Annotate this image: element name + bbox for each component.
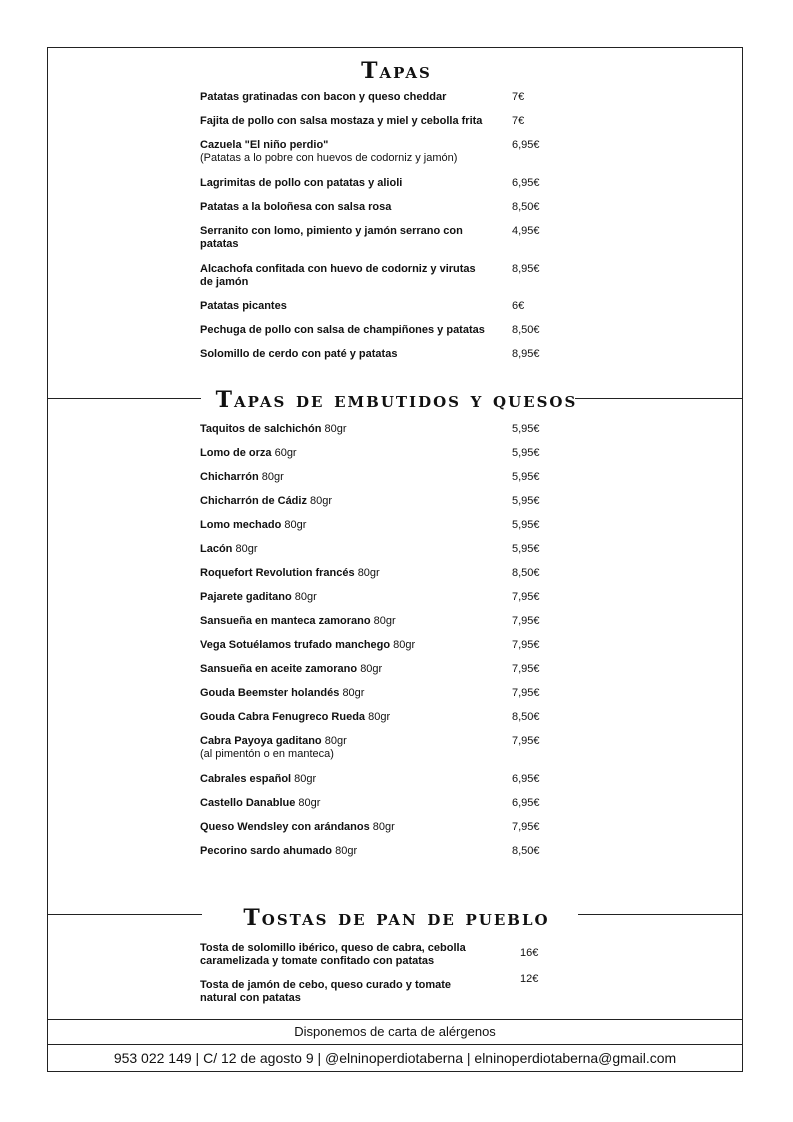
item-name: Serranito con lomo, pimiento y jamón serrano con patatas xyxy=(200,225,463,250)
item-price: 8,50€ xyxy=(512,711,540,723)
item-price: 6,95€ xyxy=(512,773,540,785)
item-name: Patatas a la boloñesa con salsa rosa xyxy=(200,201,392,213)
item-name: Pecorino sardo ahumado xyxy=(200,845,333,857)
item-name: Sansueña en aceite zamorano xyxy=(200,663,358,675)
item-name: Lomo mechado xyxy=(200,519,282,531)
section-title-embutidos: Tapas de embutidos y quesos xyxy=(215,387,578,413)
item-name: Tosta de solomillo ibérico, queso de cabra, cebolla caramelizada y tomate confitado con patatas xyxy=(200,942,466,967)
item-weight: 80gr xyxy=(235,543,258,555)
item-weight: 80gr xyxy=(324,735,347,747)
item-price: 5,95€ xyxy=(512,495,540,507)
item-name: Taquitos de salchichón xyxy=(200,423,322,435)
item-price: 5,95€ xyxy=(512,423,540,435)
item-name: Pechuga de pollo con salsa de champiñones y patatas xyxy=(200,324,485,336)
item-name: Tosta de jamón de cebo, queso curado y tomate natural con patatas xyxy=(200,979,452,1004)
item-weight: 60gr xyxy=(274,447,297,459)
item-price: 7,95€ xyxy=(512,735,540,747)
item-name: Patatas picantes xyxy=(200,300,287,312)
item-name: Alcachofa confitada con huevo de codorniz y virutas de jamón xyxy=(200,263,476,288)
item-price: 7€ xyxy=(512,91,525,103)
item-name: Roquefort Revolution francés xyxy=(200,567,355,579)
item-name: Gouda Beemster holandés xyxy=(200,687,340,699)
item-name: Gouda Cabra Fenugreco Rueda xyxy=(200,711,366,723)
item-weight: 80gr xyxy=(324,423,347,435)
item-weight: 80gr xyxy=(335,845,358,857)
item-name: Queso Wendsley con arándanos xyxy=(200,821,370,833)
item-name: Cabra Payoya gaditano xyxy=(200,735,322,747)
item-description: (al pimentón o en manteca) xyxy=(200,748,334,760)
item-price: 6,95€ xyxy=(512,177,540,189)
item-weight: 80gr xyxy=(393,639,416,651)
item-name: Solomillo de cerdo con paté y patatas xyxy=(200,348,398,360)
item-name: Cazuela "El niño perdio" xyxy=(200,139,329,151)
item-weight: 80gr xyxy=(261,471,284,483)
item-price: 7,95€ xyxy=(512,615,540,627)
item-weight: 80gr xyxy=(294,773,317,785)
item-name: Lacón xyxy=(200,543,233,555)
item-name: Patatas gratinadas con bacon y queso cheddar xyxy=(200,91,447,103)
item-price: 8,50€ xyxy=(512,201,540,213)
item-name: Fajita de pollo con salsa mostaza y miel y cebolla frita xyxy=(200,115,483,127)
item-description: (Patatas a lo pobre con huevos de codorniz y jamón) xyxy=(200,152,458,164)
item-name: Cabrales español xyxy=(200,773,292,785)
item-price: 12€ xyxy=(520,973,539,985)
item-price: 5,95€ xyxy=(512,519,540,531)
item-price: 7,95€ xyxy=(512,821,540,833)
item-price: 7€ xyxy=(512,115,525,127)
item-weight: 80gr xyxy=(357,567,380,579)
item-price: 8,50€ xyxy=(512,324,540,336)
item-price: 6€ xyxy=(512,300,525,312)
item-price: 5,95€ xyxy=(512,471,540,483)
item-name: Chicharrón de Cádiz xyxy=(200,495,307,507)
item-price: 8,50€ xyxy=(512,845,540,857)
allergens-notice: Disponemos de carta de alérgenos xyxy=(47,1019,743,1045)
item-weight: 80gr xyxy=(298,797,321,809)
item-price: 8,95€ xyxy=(512,348,540,360)
item-weight: 80gr xyxy=(372,821,395,833)
item-weight: 80gr xyxy=(360,663,383,675)
item-name: Castello Danablue xyxy=(200,797,296,809)
item-price: 6,95€ xyxy=(512,797,540,809)
item-price: 5,95€ xyxy=(512,447,540,459)
item-name: Chicharrón xyxy=(200,471,259,483)
item-weight: 80gr xyxy=(310,495,333,507)
section-title-tapas: Tapas xyxy=(361,58,432,84)
item-weight: 80gr xyxy=(342,687,365,699)
item-price: 7,95€ xyxy=(512,591,540,603)
item-weight: 80gr xyxy=(294,591,317,603)
item-name: Sansueña en manteca zamorano xyxy=(200,615,371,627)
section-title-tostas: Tostas de pan de pueblo xyxy=(243,905,550,931)
item-price: 7,95€ xyxy=(512,663,540,675)
item-price: 8,50€ xyxy=(512,567,540,579)
item-price: 7,95€ xyxy=(512,687,540,699)
item-price: 5,95€ xyxy=(512,543,540,555)
item-name: Pajarete gaditano xyxy=(200,591,292,603)
item-price: 16€ xyxy=(520,947,539,959)
item-price: 7,95€ xyxy=(512,639,540,651)
item-weight: 80gr xyxy=(373,615,396,627)
item-price: 6,95€ xyxy=(512,139,540,151)
item-price: 8,95€ xyxy=(512,263,540,275)
contact-footer: 953 022 149 | C/ 12 de agosto 9 | @elninoperdiotaberna | elninoperdiotaberna@gmail.com xyxy=(47,1044,743,1072)
item-name: Vega Sotuélamos trufado manchego xyxy=(200,639,391,651)
item-weight: 80gr xyxy=(284,519,307,531)
item-weight: 80gr xyxy=(368,711,391,723)
item-name: Lagrimitas de pollo con patatas y alioli xyxy=(200,177,403,189)
item-name: Lomo de orza xyxy=(200,447,272,459)
item-price: 4,95€ xyxy=(512,225,540,237)
